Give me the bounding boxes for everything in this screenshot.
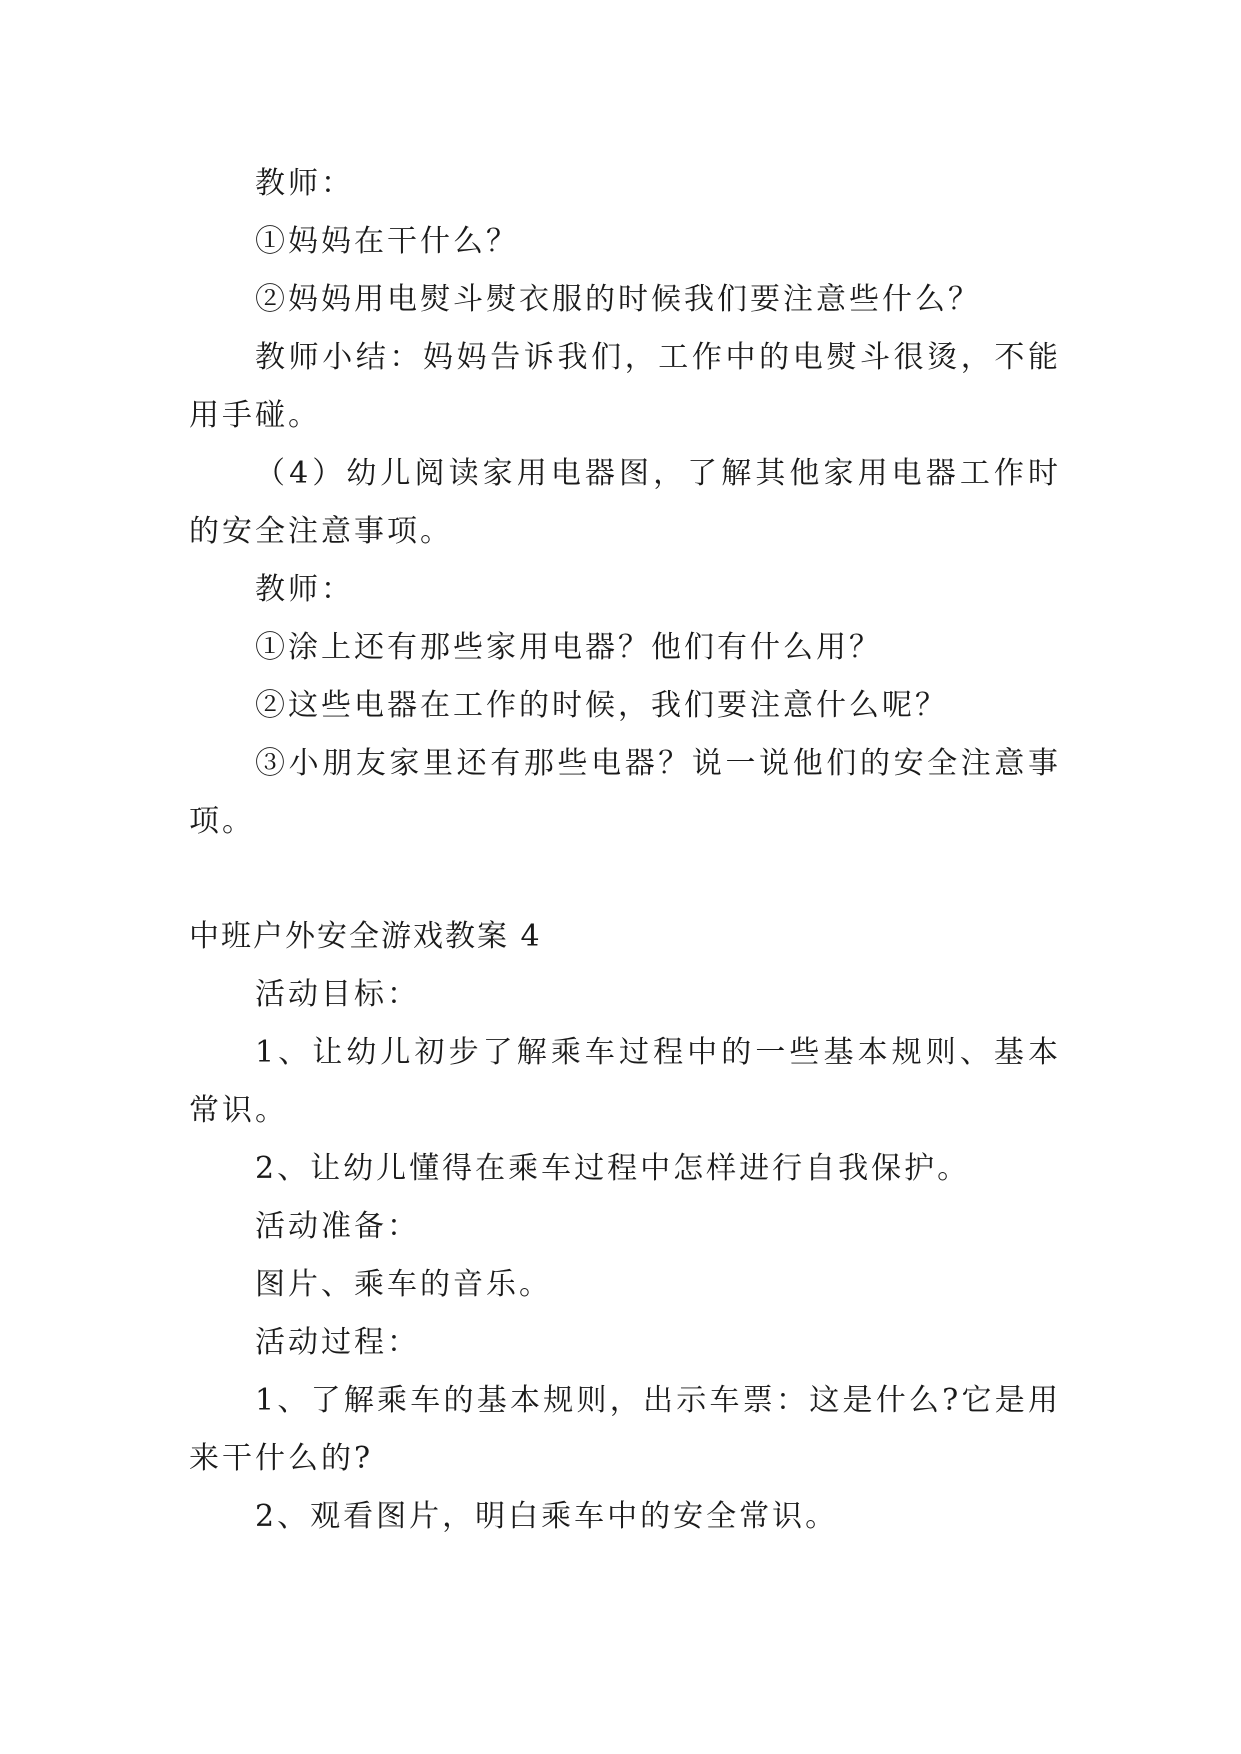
document-page xyxy=(189,155,1061,1546)
prep-label: 活动准备： xyxy=(255,1209,420,1244)
goal-1: 1、让幼儿初步了解乘车过程中的一些基本规则、基本常识。 xyxy=(189,1035,1061,1128)
teacher-summary: 教师小结：妈妈告诉我们，工作中的电熨斗很烫，不能用手碰。 xyxy=(189,340,1061,433)
process-label: 活动过程： xyxy=(255,1325,420,1360)
question-2: ②妈妈用电熨斗熨衣服的时候我们要注意些什么？ xyxy=(255,282,981,317)
section-title: 中班户外安全游戏教案 4 xyxy=(189,919,542,954)
process-step-1: 1、了解乘车的基本规则，出示车票：这是什么?它是用来干什么的? xyxy=(189,1383,1061,1476)
teacher-label: 教师： xyxy=(255,166,354,201)
question-1: ①妈妈在干什么？ xyxy=(255,224,519,259)
goals-label: 活动目标： xyxy=(255,977,420,1012)
question-4: ②这些电器在工作的时候，我们要注意什么呢？ xyxy=(255,688,948,723)
process-step-2: 2、观看图片，明白乘车中的安全常识。 xyxy=(255,1499,839,1534)
teacher-label: 教师： xyxy=(255,572,354,607)
question-3: ①涂上还有那些家用电器？他们有什么用？ xyxy=(255,630,882,665)
question-5: ③小朋友家里还有那些电器？说一说他们的安全注意事项。 xyxy=(189,746,1061,839)
goal-2: 2、让幼儿懂得在乘车过程中怎样进行自我保护。 xyxy=(255,1151,971,1186)
step-4: （4）幼儿阅读家用电器图，了解其他家用电器工作时的安全注意事项。 xyxy=(189,456,1061,549)
prep-text: 图片、乘车的音乐。 xyxy=(255,1267,552,1302)
